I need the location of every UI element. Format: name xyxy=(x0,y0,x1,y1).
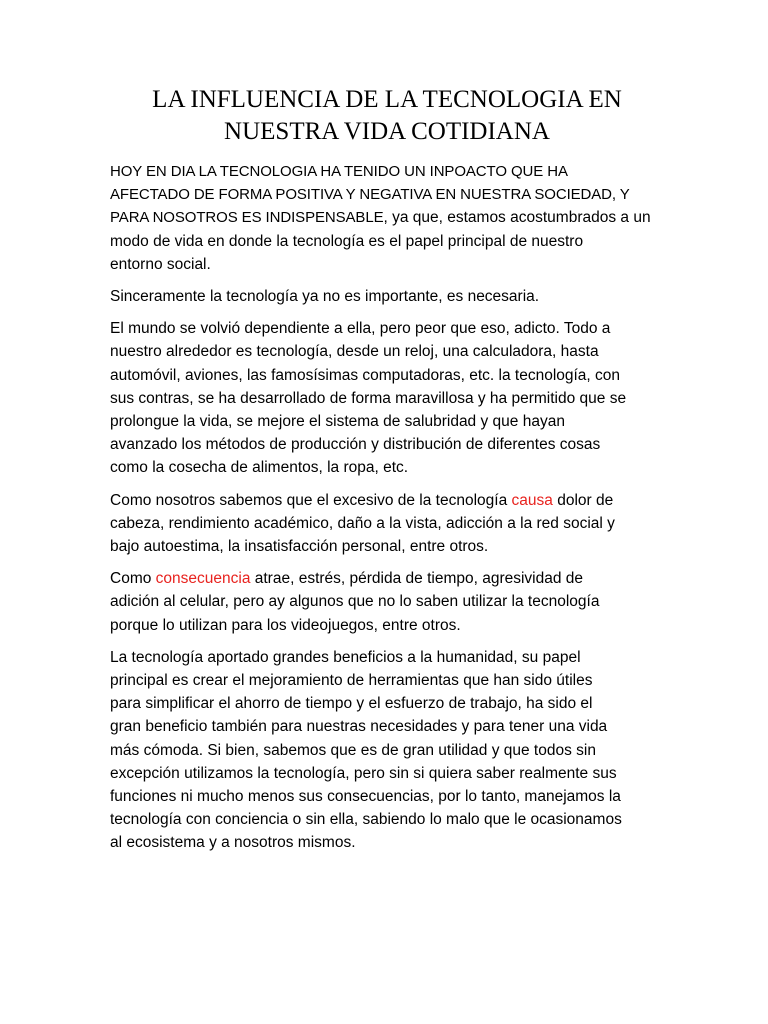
text-line: adición al celular, pero ay algunos que no lo saben utilizar la tecnología xyxy=(110,593,600,611)
text-line: avanzado los métodos de producción y distribución de diferentes cosas xyxy=(110,436,601,454)
text-line: sus contras, se ha desarrollado de forma maravillosa y ha permitido que se xyxy=(110,389,627,407)
text-segment: , ya que, estamos acostumbrados a un xyxy=(383,209,651,227)
text-line xyxy=(110,567,664,590)
paragraph-beneficios xyxy=(110,646,664,855)
text-line: AFECTADO DE FORMA POSITIVA Y NEGATIVA EN NUESTRA SOCIEDAD, Y xyxy=(110,186,630,204)
highlight-causa: causa xyxy=(511,491,553,509)
text-line: para simplificar el ahorro de tiempo y el esfuerzo de trabajo, ha sido el xyxy=(110,695,593,713)
text-line: prolongue la vida, se mejore el sistema de salubridad y que hayan xyxy=(110,413,565,431)
paragraph-mundo xyxy=(110,317,664,479)
text-segment: Como nosotros sabemos que el excesivo de la tecnología xyxy=(110,491,512,509)
paragraph-causa xyxy=(110,489,664,559)
text-line: nuestro alrededor es tecnología, desde un reloj, una calculadora, hasta xyxy=(110,343,599,361)
text-line: automóvil, aviones, las famosísimas computadoras, etc. la tecnología, con xyxy=(110,366,621,384)
text-line xyxy=(110,489,664,512)
text-line: tecnología con conciencia o sin ella, sabiendo lo malo que le ocasionamos xyxy=(110,811,622,829)
text-line: excepción utilizamos la tecnología, pero sin si quiera saber realmente sus xyxy=(110,764,617,782)
text-line: HOY EN DIA LA TECNOLOGIA HA TENIDO UN INPOACTO QUE HA xyxy=(110,163,568,180)
text-line: La tecnología aportado grandes beneficios a la humanidad, su papel xyxy=(110,648,581,666)
text-line: al ecosistema y a nosotros mismos. xyxy=(110,834,356,852)
text-line: bajo autoestima, la insatisfacción personal, entre otros. xyxy=(110,538,489,556)
text-line: El mundo se volvió dependiente a ella, pero peor que eso, adicto. Todo a xyxy=(110,320,611,338)
title-line: LA INFLUENCIA DE LA TECNOLOGIA EN xyxy=(152,86,622,113)
text-line: porque lo utilizan para los videojuegos, entre otros. xyxy=(110,616,461,634)
text-segment: PARA NOSOTROS ES INDISPENSABLE xyxy=(110,209,384,227)
paragraph-consecuencia xyxy=(110,567,664,637)
text-line xyxy=(110,206,664,229)
title-line: NUESTRA VIDA COTIDIANA xyxy=(224,118,550,145)
page-title xyxy=(110,84,664,148)
text-line: como la cosecha de alimentos, la ropa, etc. xyxy=(110,459,409,477)
highlight-consecuencia: consecuencia xyxy=(155,570,251,588)
text-line: Sinceramente la tecnología ya no es importante, es necesaria. xyxy=(110,288,540,306)
text-line: gran beneficio también para nuestras necesidades y para tener una vida xyxy=(110,718,608,736)
text-line: entorno social. xyxy=(110,255,211,273)
text-line: funciones ni mucho menos sus consecuencias, por lo tanto, manejamos la xyxy=(110,788,621,806)
paragraph-sinceramente xyxy=(110,285,664,308)
text-line: más cómoda. Si bien, sabemos que es de gran utilidad y que todos sin xyxy=(110,741,596,759)
text-segment: atrae, estrés, pérdida de tiempo, agresividad de xyxy=(250,570,584,588)
text-line: principal es crear el mejoramiento de herramientas que han sido útiles xyxy=(110,672,593,690)
text-line: cabeza, rendimiento académico, daño a la vista, adicción a la red social y xyxy=(110,514,615,532)
paragraph-intro xyxy=(110,160,664,276)
text-line: modo de vida en donde la tecnología es el papel principal de nuestro xyxy=(110,232,584,250)
text-segment: dolor de xyxy=(552,491,614,509)
text-segment: Como xyxy=(110,570,156,588)
